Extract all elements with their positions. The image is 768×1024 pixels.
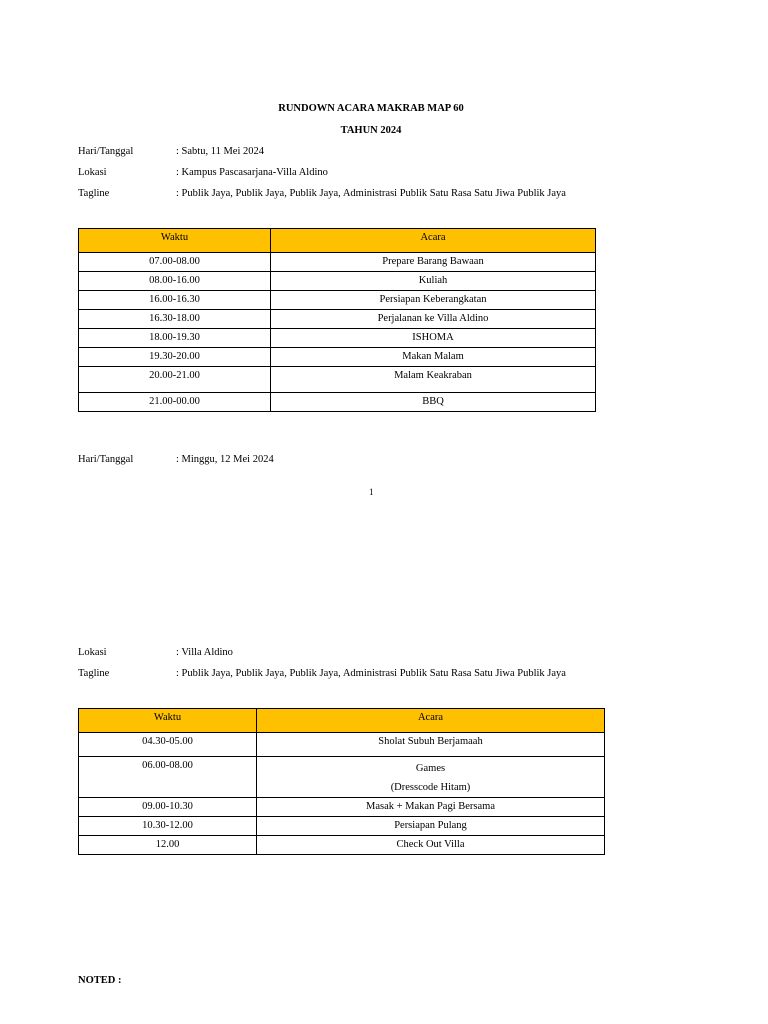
- day2-table-header: [79, 709, 605, 733]
- time-cell: 12.00: [79, 836, 257, 855]
- header-waktu: Waktu: [79, 709, 257, 733]
- document-year: TAHUN 2024: [340, 125, 402, 136]
- day2-tagline-value: : Publik Jaya, Publik Jaya, Publik Jaya, Administrasi Publik Satu Rasa Satu Jiwa Publik Jaya: [176, 668, 566, 679]
- day2-tagline-label: Tagline: [78, 668, 110, 679]
- event-cell: ISHOMA: [271, 329, 596, 348]
- day1-date-label: Hari/Tanggal: [78, 146, 134, 157]
- time-cell: 16.00-16.30: [79, 291, 271, 310]
- event-cell: Persiapan Pulang: [257, 817, 605, 836]
- event-cell: Malam Keakraban: [271, 367, 596, 393]
- day2-location-label: Lokasi: [78, 647, 107, 658]
- day1-date-value: : Sabtu, 11 Mei 2024: [176, 146, 264, 157]
- time-cell: 07.00-08.00: [79, 253, 271, 272]
- table-row: [79, 367, 596, 393]
- table-row: [79, 757, 605, 798]
- event-note: (Dresscode Hitam): [390, 782, 471, 793]
- time-cell: 21.00-00.00: [79, 393, 271, 412]
- day1-schedule-table: [78, 228, 596, 412]
- event-cell: Persiapan Keberangkatan: [271, 291, 596, 310]
- time-cell: 18.00-19.30: [79, 329, 271, 348]
- time-cell: 16.30-18.00: [79, 310, 271, 329]
- header-waktu: Waktu: [79, 229, 271, 253]
- event-cell: Perjalanan ke Villa Aldino: [271, 310, 596, 329]
- table-row: [79, 348, 596, 367]
- time-cell: 09.00-10.30: [79, 798, 257, 817]
- header-acara: Acara: [257, 709, 605, 733]
- time-cell: 10.30-12.00: [79, 817, 257, 836]
- time-cell: 06.00-08.00: [79, 757, 257, 798]
- time-cell: 04.30-05.00: [79, 733, 257, 757]
- event-cell: Masak + Makan Pagi Bersama: [257, 798, 605, 817]
- table-row: [79, 817, 605, 836]
- header-acara: Acara: [271, 229, 596, 253]
- event-cell: [257, 757, 605, 798]
- event-cell: Check Out Villa: [257, 836, 605, 855]
- time-cell: 19.30-20.00: [79, 348, 271, 367]
- event-cell: Prepare Barang Bawaan: [271, 253, 596, 272]
- table-row: [79, 329, 596, 348]
- table-row: [79, 836, 605, 855]
- page-number: 1: [369, 487, 374, 497]
- document-title: RUNDOWN ACARA MAKRAB MAP 60: [278, 103, 464, 114]
- table-row: [79, 798, 605, 817]
- time-cell: 08.00-16.00: [79, 272, 271, 291]
- noted-label: NOTED :: [78, 975, 122, 986]
- day1-tagline-label: Tagline: [78, 188, 110, 199]
- day2-schedule-table: [78, 708, 605, 855]
- table-row: [79, 272, 596, 291]
- day2-location-value: : Villa Aldino: [176, 647, 233, 658]
- event-line: Games: [415, 763, 446, 774]
- day1-tagline-value: : Publik Jaya, Publik Jaya, Publik Jaya, Administrasi Publik Satu Rasa Satu Jiwa Publik Jaya: [176, 188, 566, 199]
- day2-date-label: Hari/Tanggal: [78, 454, 134, 465]
- event-cell: Sholat Subuh Berjamaah: [257, 733, 605, 757]
- day1-location-label: Lokasi: [78, 167, 107, 178]
- table-row: [79, 310, 596, 329]
- table-row: [79, 253, 596, 272]
- table-row: [79, 733, 605, 757]
- day1-location-value: : Kampus Pascasarjana-Villa Aldino: [176, 167, 328, 178]
- day1-table-header: [79, 229, 596, 253]
- event-cell: Kuliah: [271, 272, 596, 291]
- event-cell: Makan Malam: [271, 348, 596, 367]
- table-row: [79, 393, 596, 412]
- time-cell: 20.00-21.00: [79, 367, 271, 393]
- table-row: [79, 291, 596, 310]
- day2-date-value: : Minggu, 12 Mei 2024: [176, 454, 274, 465]
- event-cell: BBQ: [271, 393, 596, 412]
